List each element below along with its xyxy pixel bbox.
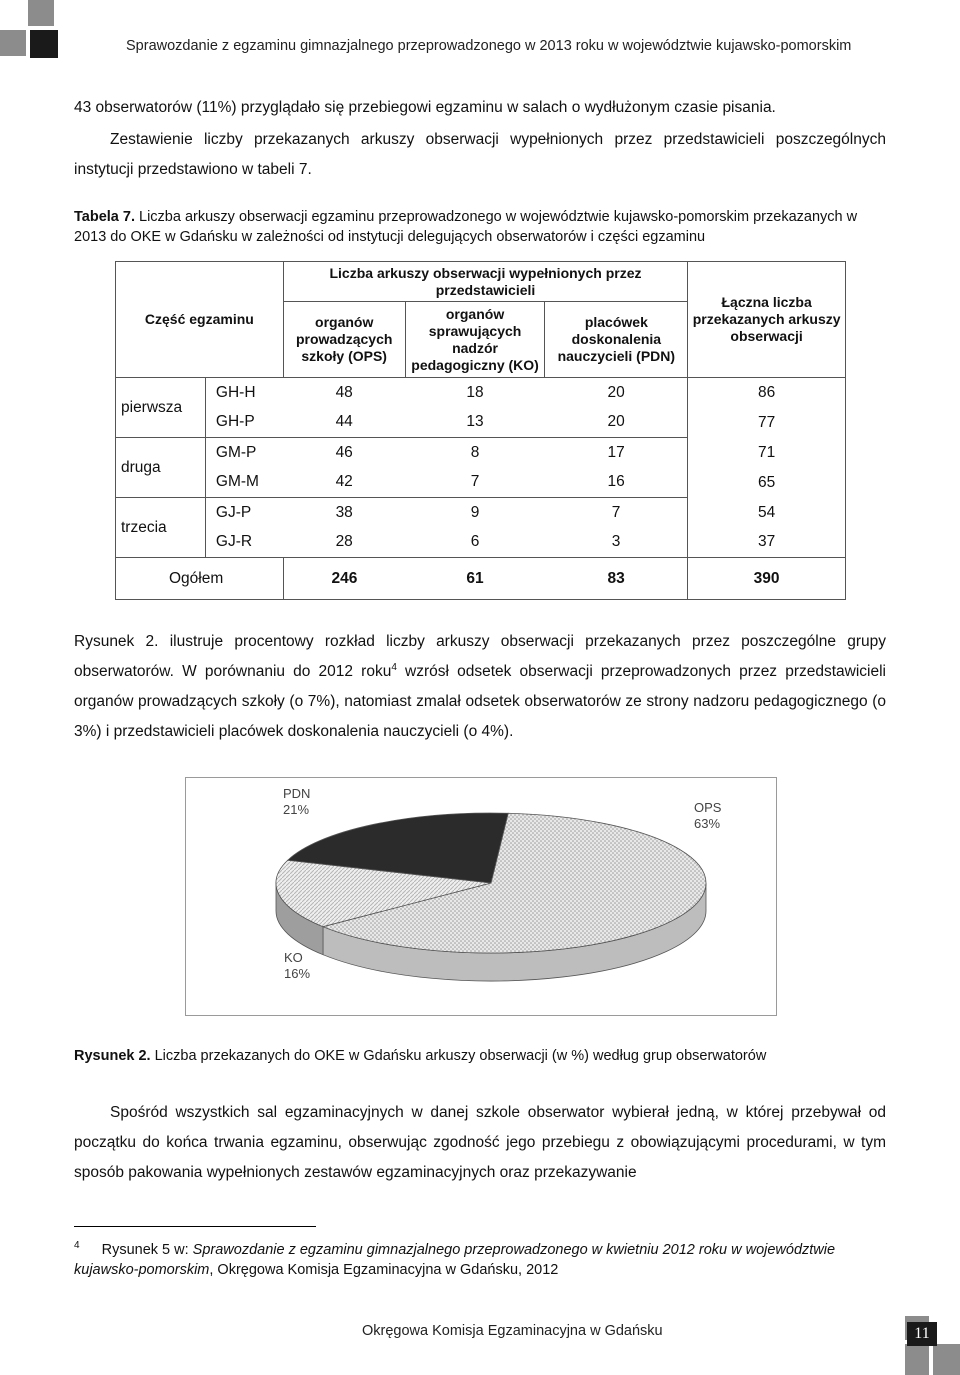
paragraph-2: Zestawienie liczby przekazanych arkuszy obserwacji wypełnionych przez przedstawicieli poszczególnych instytucji przedstawiono w tabeli 7.: [74, 131, 886, 178]
table-cell-pdn: 3: [611, 533, 621, 551]
table-cell-pdn: 7: [545, 498, 688, 528]
table-cell-pdn: 20: [607, 413, 625, 431]
page-header-title: Sprawozdanie z egzaminu gimnazjalnego przeprowadzonego w 2013 roku w województwie kujawsko-pomorskim: [126, 38, 852, 54]
observation-sheets-table: [115, 261, 846, 600]
table-cell-ops: 38: [283, 498, 405, 528]
footnote-number: 4: [74, 1240, 80, 1251]
footnote-separator: [74, 1226, 316, 1227]
table-cell-code: GM-P: [205, 438, 283, 468]
table-caption: [74, 207, 886, 247]
footnote: [74, 1236, 886, 1280]
part-label: druga: [116, 438, 206, 498]
paragraph-1: 43 obserwatorów (11%) przyglądało się przebiegowi egzaminu w salach o wydłużonym czasie pisania.: [74, 99, 776, 116]
page-footer-org: Okręgowa Komisja Egzaminacyjna w Gdańsku: [362, 1323, 663, 1339]
footnote-title: Sprawozdanie z egzaminu gimnazjalnego przeprowadzonego w kwietniu 2012 roku w województwie kujawsko-pomorskim: [74, 1241, 836, 1278]
sum-pdn: 83: [545, 558, 688, 600]
table-cell-ko: 7: [470, 473, 480, 491]
header-logo: [0, 0, 58, 58]
table-cell-total: 77: [688, 408, 846, 438]
page-number: 11: [907, 1322, 937, 1346]
table-cell-ops: 42: [335, 473, 353, 491]
pie-chart: [186, 778, 776, 1015]
paragraph-3-part-2: wzrósł odsetek obserwacji przeprowadzonych przez przedstawicieli organów prowadzących szkoły (o 7%), natomiast zmalał odsetek obserwatorów ze strony nadzoru pedagogicznego (o 3%) i przedstawicieli placówek doskonalenia nauczycieli (o 4%).: [74, 663, 886, 740]
figure-caption-text: Liczba przekazanych do OKE w Gdańsku arkuszy obserwacji (w %) według grup obserwatorów: [150, 1048, 767, 1064]
footnote-ref: 4: [391, 661, 397, 673]
paragraph-3-part-1: Rysunek 2. ilustruje procentowy rozkład liczby arkuszy obserwacji przekazanych przez poszczególne grupy obserwatorów. W porównaniu do 2012 roku: [74, 633, 886, 680]
table-cell-ko: 13: [466, 413, 484, 431]
table-cell-total: 71: [688, 438, 846, 468]
table-caption-text: Liczba arkuszy obserwacji egzaminu przeprowadzonego w województwie kujawsko-pomorskim przekazanych w 2013 do OKE w Gdańsku w zależności od instytucji delegujących obserwatorów i części egzaminu: [74, 209, 858, 245]
table-cell-code: GH-H: [205, 378, 283, 408]
table-cell-ops: 28: [335, 533, 353, 551]
sum-total: 390: [688, 558, 846, 600]
table-cell-ops: 48: [283, 378, 405, 408]
pie-label-ops: OPS 63%: [694, 800, 722, 831]
page-number-box: [905, 1316, 960, 1375]
table-cell-total: 65: [688, 468, 846, 498]
pie-label-pdn: PDN 21%: [283, 786, 311, 817]
table-cell-code: GH-P: [215, 413, 255, 431]
table-cell-ko: 18: [405, 378, 545, 408]
header-group: Liczba arkuszy obserwacji wypełnionych przez przedstawicieli: [283, 262, 687, 302]
sum-label: Ogółem: [116, 558, 284, 600]
figure-caption: [74, 1046, 886, 1066]
table-cell-code: GM-M: [215, 473, 259, 491]
table-cell-ops: 46: [283, 438, 405, 468]
table-cell-ko: 9: [405, 498, 545, 528]
header-ko: organów sprawujących nadzór pedagogiczny (KO): [405, 302, 545, 378]
table-cell-total: 86: [688, 378, 846, 408]
header-exam-part: Część egzaminu: [116, 262, 284, 378]
paragraph-4: Spośród wszystkich sal egzaminacyjnych w danej szkole obserwator wybierał jedną, w której przebywał od początku do końca trwania egzaminu, obserwując zgodność jego przebiegu z obowiązującymi procedurami, w tym sposób pakowania wypełnionych zestawów egzaminacyjnych oraz przekazywanie: [74, 1104, 886, 1181]
table-cell-pdn: 16: [607, 473, 625, 491]
header-ops: organów prowadzących szkoły (OPS): [283, 302, 405, 378]
table-cell-pdn: 17: [545, 438, 688, 468]
table-cell-code: GJ-R: [215, 533, 253, 551]
header-total: Łączna liczba przekazanych arkuszy obserwacji: [688, 262, 846, 378]
table-cell-ko: 6: [470, 533, 480, 551]
table-cell-total: 54: [688, 498, 846, 528]
footnote-prefix: Rysunek 5 w:: [101, 1241, 193, 1258]
figure-caption-label: Rysunek 2.: [74, 1048, 151, 1064]
sum-ops: 246: [283, 558, 405, 600]
footnote-suffix: , Okręgowa Komisja Egzaminacyjna w Gdańsku, 2012: [209, 1261, 559, 1278]
table-cell-ko: 8: [405, 438, 545, 468]
header-pdn: placówek doskonalenia nauczycieli (PDN): [545, 302, 688, 378]
paragraph-3: [74, 627, 886, 747]
table-cell-ops: 44: [335, 413, 353, 431]
part-label: trzecia: [116, 498, 206, 558]
table-cell-code: GJ-P: [205, 498, 283, 528]
table-cell-pdn: 20: [545, 378, 688, 408]
sum-ko: 61: [405, 558, 545, 600]
table-caption-label: Tabela 7.: [74, 209, 135, 225]
part-label: pierwsza: [116, 378, 206, 438]
pie-label-ko: KO 16%: [284, 950, 311, 981]
pie-chart-frame: [185, 777, 777, 1016]
table-cell-total: 37: [688, 528, 846, 558]
